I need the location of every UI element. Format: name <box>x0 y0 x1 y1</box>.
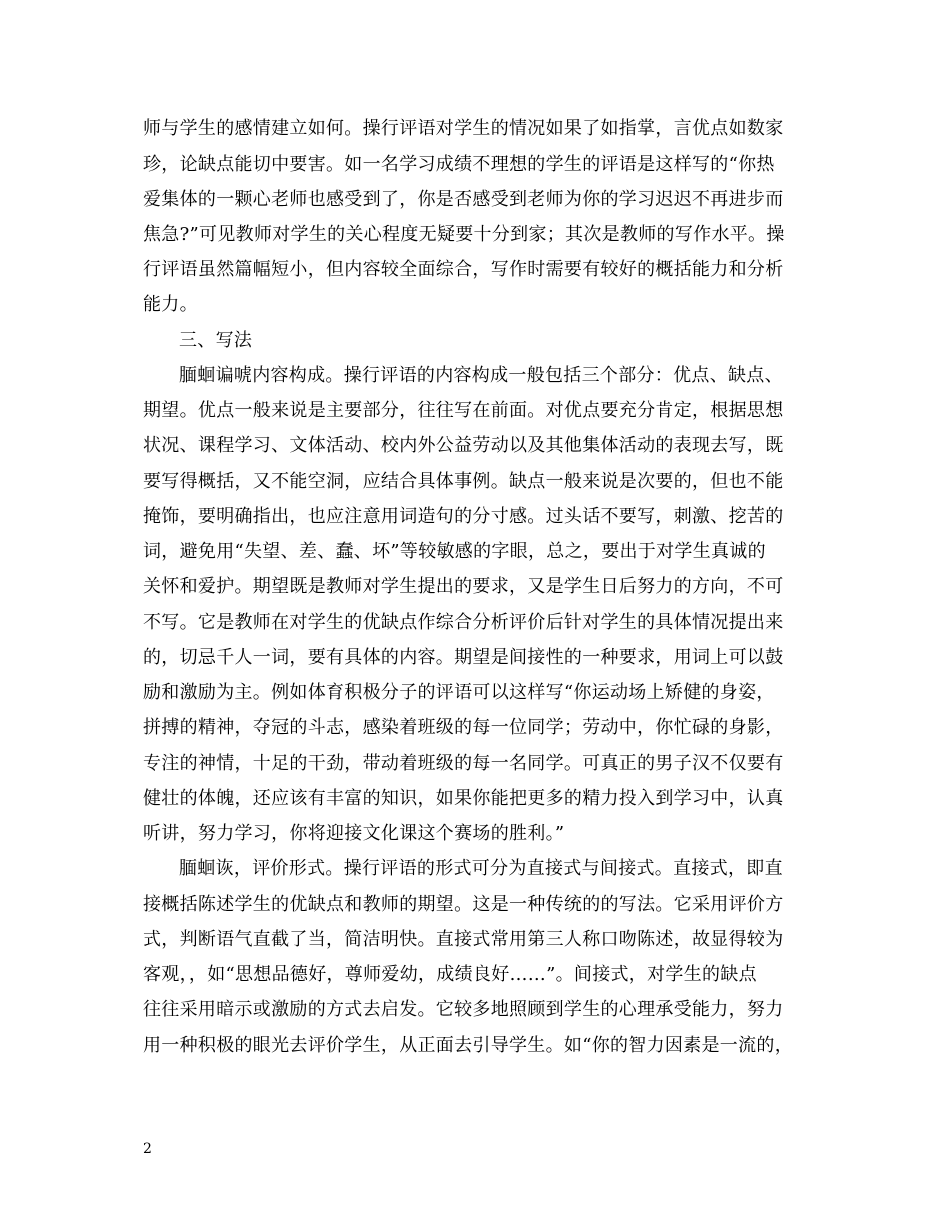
body-line-12: 掩饰，要明确指出，也应注意用词造句的分寸感。过头话不要写，刺激、挖苦的 <box>143 506 784 527</box>
body-line-11: 要写得概括，又不能空洞，应结合具体事例。缺点一般来说是次要的，但也不能 <box>143 471 784 492</box>
body-line-6: 能力。 <box>143 294 198 315</box>
body-line-1: 师与学生的感情建立如何。操行评语对学生的情况如果了如指掌，言优点如数家 <box>143 118 784 139</box>
body-line-21: 听讲，努力学习，你将迎接文化课这个赛场的胜利。” <box>143 823 565 844</box>
body-line-26: 往往采用暗示或激励的方式去启发。它较多地照顾到学生的心理承受能力，努力 <box>143 999 784 1020</box>
body-line-19: 专注的神情，十足的干劲，带动着班级的每一名同学。可真正的男子汉不仅要有 <box>143 753 784 774</box>
body-line-5: 行评语虽然篇幅短小，但内容较全面综合，写作时需要有较好的概括能力和分析 <box>143 259 784 280</box>
section-heading: 三、写法 <box>179 330 253 351</box>
page-number: 2 <box>143 1141 152 1157</box>
body-line-23: 接概括陈述学生的优缺点和教师的期望。这是一种传统的的写法。它采用评价方 <box>143 894 784 915</box>
body-line-4: 焦急?”可见教师对学生的关心程度无疑要十分到家；其次是教师的写作水平。操 <box>143 224 785 245</box>
body-line-2: 珍，论缺点能切中要害。如一名学习成绩不理想的学生的评语是这样写的“你热 <box>143 154 775 175</box>
body-line-16: 的，切忌千人一词，要有具体的内容。期望是间接性的一种要求，用词上可以鼓 <box>143 647 784 668</box>
body-line-24: 式，判断语气直截了当，简洁明快。直接式常用第三人称口吻陈述，故显得较为 <box>143 929 784 950</box>
body-line-22: 腼蛔诙，评价形式。操行评语的形式可分为直接式与间接式。直接式，即直 <box>179 858 783 879</box>
body-line-18: 拼搏的精神，夺冠的斗志，感染着班级的每一位同学；劳动中，你忙碌的身影， <box>143 717 784 738</box>
body-line-9: 期望。优点一般来说是主要部分，往往写在前面。对优点要充分肯定，根据思想 <box>143 400 784 421</box>
body-line-15: 不写。它是教师在对学生的优缺点作综合分析评价后针对学生的具体情况提出来 <box>143 612 784 633</box>
body-line-27: 用一种积极的眼光去评价学生，从正面去引导学生。如“你的智力因素是一流的， <box>143 1035 793 1056</box>
body-line-10: 状况、课程学习、文体活动、校内外公益劳动以及其他集体活动的表现去写，既 <box>143 435 784 456</box>
body-line-3: 爱集体的一颗心老师也感受到了，你是否感受到老师为你的学习迟迟不再进步而 <box>143 189 784 210</box>
body-line-8: 腼蛔谝唬内容构成。操行评语的内容构成一般包括三个部分：优点、缺点、 <box>179 365 783 386</box>
body-line-20: 健壮的体魄，还应该有丰富的知识，如果你能把更多的精力投入到学习中，认真 <box>143 788 784 809</box>
body-line-14: 关怀和爱护。期望既是教师对学生提出的要求，又是学生日后努力的方向，不可 <box>143 576 784 597</box>
body-line-25: 客观，，如“思想品德好，尊师爱幼，成绩良好……”。间接式，对学生的缺点 <box>143 964 757 985</box>
body-line-13: 词，避免用“失望、差、蠢、坏”等较敏感的字眼，总之，要出于对学生真诚的 <box>143 541 766 562</box>
body-line-17: 励和激励为主。例如体育积极分子的评语可以这样写“你运动场上矫健的身姿， <box>143 682 775 703</box>
